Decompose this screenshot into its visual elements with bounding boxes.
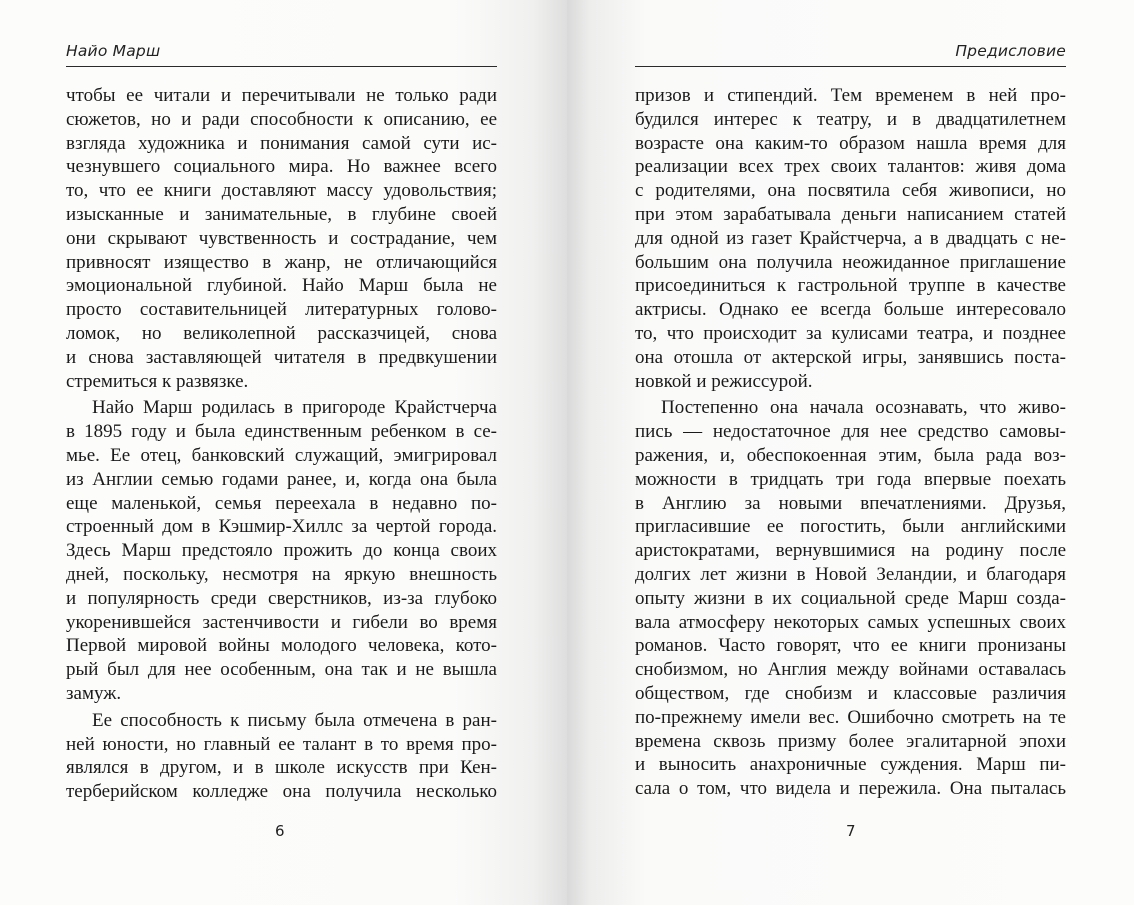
text-line: долгих лет жизни в Новой Зеландии, и благодаря (635, 563, 1066, 585)
paragraph-start-line: Ее способность к письму была отмечена в ран- (92, 709, 497, 731)
text-line: романов. Часто говорят, что ее книги пронизаны (635, 635, 1066, 657)
header-rule (66, 66, 497, 67)
paragraph-start-line: Постепенно она начала осознавать, что живо- (661, 397, 1066, 419)
text-line: то, что ее книги доставляют массу удовольствия; (66, 180, 497, 202)
text-line: ломок, но великолепной рассказчицей, снова (66, 322, 497, 344)
paragraph-start-line: Найо Марш родилась в пригороде Крайстчерча (92, 397, 497, 419)
text-line: будился интерес к театру, и в двадцатилетнем (635, 108, 1066, 130)
text-line: они скрывают чувственность и сострадание, чем (66, 227, 497, 249)
text-line: снобизмом, но Англия между войнами оставалась (635, 659, 1066, 681)
text-line: ней юности, но главный ее талант в то время про- (66, 733, 497, 755)
text-line: вала атмосферу некоторых самых успешных своих (635, 611, 1066, 633)
text-line: призов и стипендий. Тем временем в ней про- (635, 85, 1066, 106)
text-line: сюжетов, но и ради способности к описанию, ее (66, 108, 497, 130)
text-line: в 1895 году и была единственным ребенком в се- (66, 421, 497, 443)
text-line: и популярность среди сверстников, из-за глубоко (66, 587, 497, 609)
text-line: Здесь Марш предстояло прожить до конца своих (66, 540, 497, 562)
text-line: для одной из газет Крайстчерча, а в двадцать с не- (635, 227, 1066, 249)
text-line: просто составительницей литературных голово- (66, 299, 497, 321)
text-line: рый был для нее особенным, она так и не вышла (66, 659, 497, 681)
right-page-text (635, 84, 1066, 801)
text-line: при этом зарабатывала деньги написанием статей (635, 203, 1066, 225)
text-line: мье. Ее отец, банковский служащий, эмигрировал (66, 444, 497, 466)
text-line: стремиться к развязке. (66, 370, 249, 392)
text-line: обществом, где снобизм и классовые различия (635, 682, 1066, 704)
text-line: времена сквозь призму более эгалитарной эпохи (635, 730, 1066, 752)
right-page (567, 0, 1134, 905)
text-line: возрасте она каким-то образом нашла время для (635, 132, 1066, 154)
running-head-author: Найо Марш (66, 42, 161, 60)
text-line: привносят изящество в жанр, не отличающийся (66, 251, 497, 273)
text-line: взгляда художника и понимания самой сути ис- (66, 132, 497, 154)
text-line: она отошла от актерской игры, занявшись поста- (635, 346, 1066, 368)
text-line: сала о том, что видела и пережила. Она пыталась (635, 778, 1066, 800)
text-line: присоединиться к гастрольной труппе в качестве (635, 275, 1066, 297)
page-number: 7 (846, 822, 856, 840)
text-line: актрисы. Однако ее всегда больше интересовало (635, 299, 1066, 321)
text-line: по-прежнему имели вес. Ошибочно смотреть на те (635, 706, 1066, 728)
text-line: эмоциональной глубиной. Найо Марш была не (66, 275, 497, 297)
text-line: строенный дом в Кэшмир-Хиллс за чертой города. (66, 516, 497, 538)
text-line: терберийском колледже она получила несколько (66, 781, 497, 803)
text-line: ражения, и, обеспокоенная этим, была рада воз- (635, 444, 1066, 466)
left-page-text (66, 84, 497, 804)
text-line: чтобы ее читали и перечитывали не только ради (66, 85, 497, 106)
text-line: и снова заставляющей читателя в предвкушении (66, 346, 497, 368)
text-line: еще маленькой, семья переехала в недавно по- (66, 492, 497, 514)
text-line: в Англию за новыми впечатлениями. Друзья, (635, 492, 1066, 514)
text-line: дней, поскольку, несмотря на яркую внешность (66, 563, 497, 585)
text-line: Первой мировой войны молодого человека, кото- (66, 635, 497, 657)
text-line: пись — недостаточное для нее средство самовы- (635, 421, 1066, 443)
text-line: опыту жизни в их социальной среде Марш созда- (635, 587, 1066, 609)
text-line: большим она получила неожиданное приглашение (635, 251, 1066, 273)
text-line: новкой и режиссурой. (635, 370, 813, 392)
text-line: пригласившие ее погостить, были английскими (635, 516, 1066, 538)
page-number: 6 (275, 822, 285, 840)
text-line: изысканные и занимательные, в глубине своей (66, 203, 497, 225)
text-line: из Англии семью годами ранее, и, когда она была (66, 468, 497, 490)
text-line: аристократами, вернувшимися на родину после (635, 540, 1066, 562)
text-line: реализации всех трех своих талантов: живя дома (635, 156, 1066, 178)
text-line: и выносить анахроничные суждения. Марш пи- (635, 754, 1066, 776)
text-line: с родителями, она посвятила себя живописи, но (635, 180, 1066, 202)
text-line: укоренившейся застенчивости и гибели во время (66, 611, 497, 633)
text-line: замуж. (66, 682, 122, 704)
text-line: можности в тридцать три года впервые поехать (635, 468, 1066, 490)
running-head-section: Предисловие (955, 42, 1066, 60)
text-line: чезнувшего социального мира. Но важнее всего (66, 156, 497, 178)
text-line: являлся в другом, и в школе искусств при Кен- (66, 757, 497, 779)
header-rule (635, 66, 1066, 67)
text-line: то, что происходит за кулисами театра, и позднее (635, 322, 1066, 344)
